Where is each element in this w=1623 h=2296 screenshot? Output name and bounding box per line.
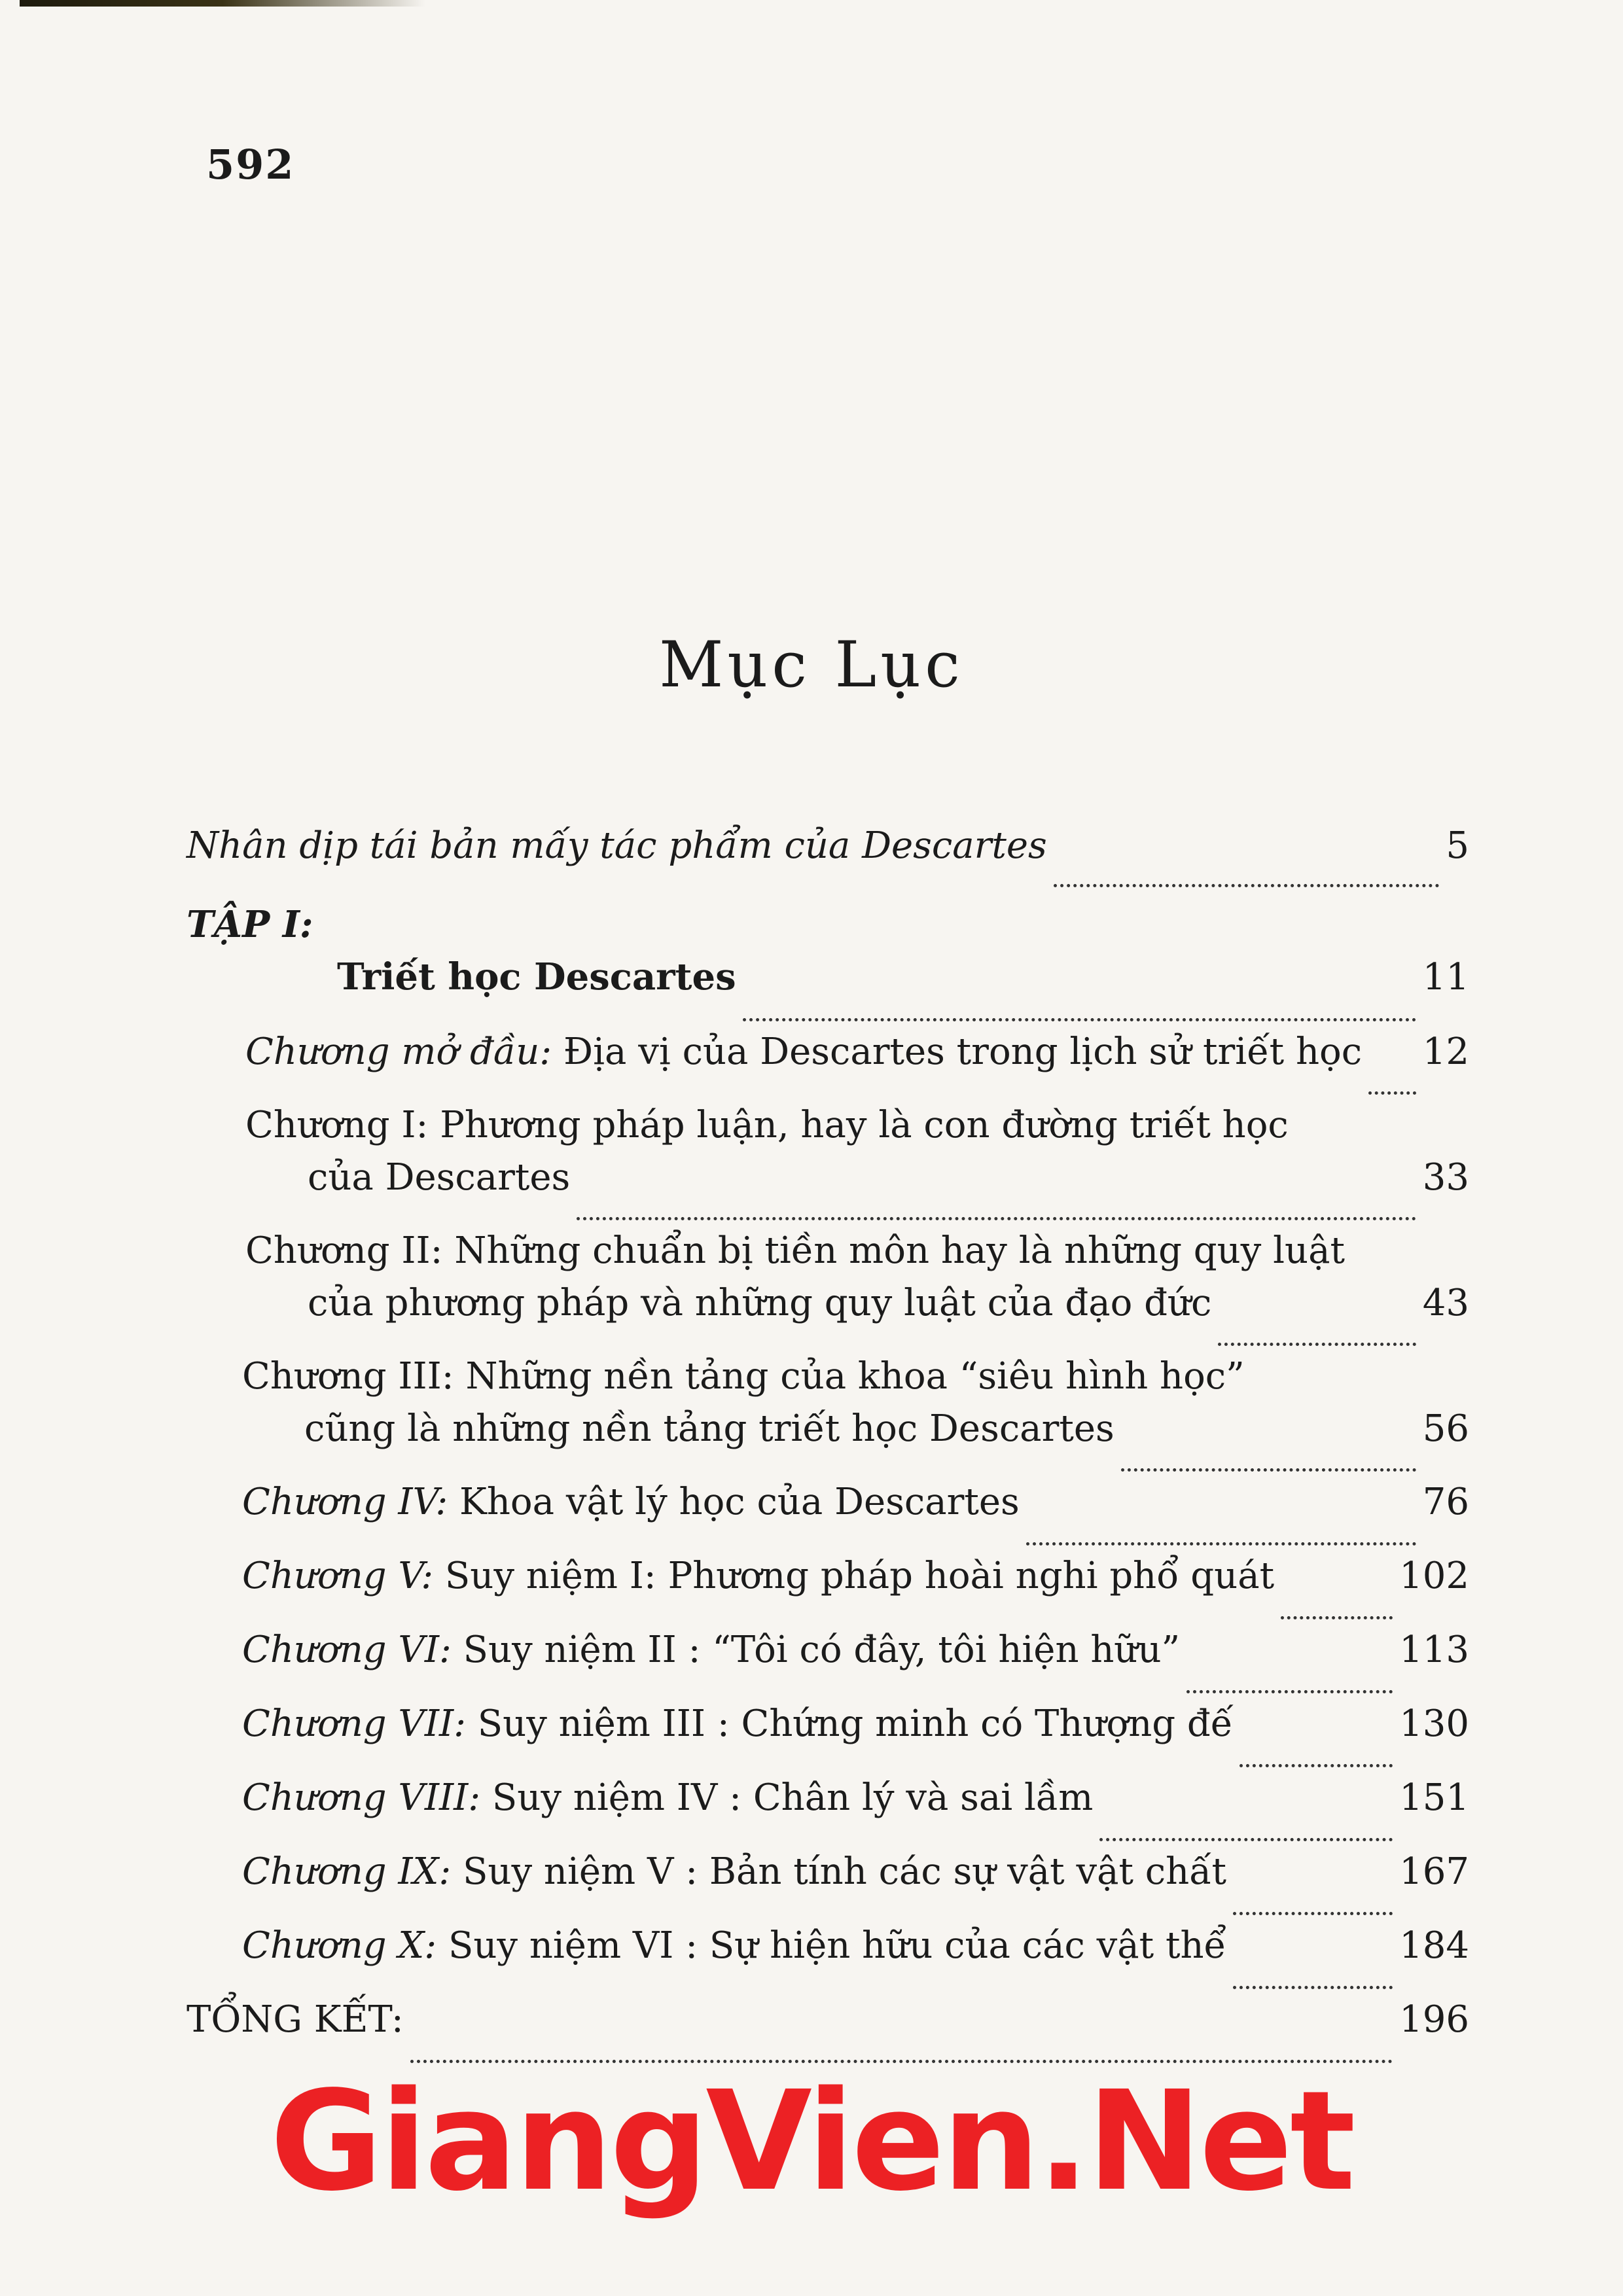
toc-entry-chapter-4[interactable] [187, 1481, 1469, 1555]
toc-entry-chapter-2[interactable] [187, 1229, 1469, 1355]
chapter-title: Khoa vật lý học của Descartes [448, 1481, 1020, 1523]
toc-page-number: 5 [1446, 824, 1469, 867]
dot-leader [1368, 1091, 1416, 1095]
toc-page-number: 56 [1422, 1407, 1469, 1450]
chapter-title: Những chuẩn bị tiền môn hay là những quy luật [442, 1229, 1345, 1272]
chapter-prefix: Chương IV: [242, 1481, 448, 1523]
chapter-prefix: Chương II: [245, 1229, 443, 1272]
toc-page-number: 196 [1399, 1998, 1469, 2041]
toc-page-number: 184 [1399, 1924, 1469, 1967]
toc-entry-label: Triết học Descartes [337, 955, 736, 998]
chapter-title-continued: cũng là những nền tảng triết học Descartes [304, 1407, 1115, 1450]
toc-entry-intro[interactable] [187, 824, 1469, 896]
dot-leader [1281, 1616, 1393, 1619]
chapter-title: Suy niệm VI : Sự hiện hữu của các vật thể [437, 1924, 1226, 1967]
toc-entry-label: TỔNG KẾT: [187, 1998, 404, 2041]
chapter-title: Địa vị của Descartes trong lịch sử triết học [552, 1031, 1363, 1073]
toc-page-number: 113 [1399, 1629, 1469, 1671]
toc-entry-chapter-7[interactable] [187, 1703, 1469, 1776]
toc-entry-chapter-1[interactable] [187, 1104, 1469, 1229]
toc-page-number: 33 [1422, 1156, 1469, 1199]
dot-leader [1121, 1468, 1416, 1472]
dot-leader [1218, 1343, 1416, 1346]
dot-leader [1233, 1912, 1393, 1915]
toc-page-number: 151 [1399, 1776, 1469, 1819]
dot-leader [1186, 1690, 1393, 1693]
toc-entry-chapter-9[interactable] [187, 1850, 1469, 1924]
dot-leader [1054, 884, 1440, 887]
chapter-prefix: Chương IX: [242, 1850, 452, 1893]
toc-entry-chapter-5[interactable] [187, 1555, 1469, 1629]
toc-page-number: 76 [1422, 1481, 1469, 1523]
toc-page-number: 130 [1399, 1703, 1469, 1745]
chapter-title: Suy niệm III : Chứng minh có Thượng đế [465, 1703, 1234, 1745]
chapter-title: Suy niệm II : “Tôi có đây, tôi hiện hữu” [451, 1629, 1181, 1671]
chapter-prefix: Chương III: [242, 1355, 454, 1398]
part-label: TẬP I: [187, 903, 313, 946]
chapter-title: Suy niệm I: Phương pháp hoài nghi phổ quát [433, 1555, 1275, 1597]
chapter-prefix: Chương V: [242, 1555, 434, 1597]
toc-entry-part-heading[interactable] [187, 955, 1469, 1031]
dot-leader [577, 1217, 1416, 1220]
dot-leader [1099, 1838, 1393, 1841]
chapter-title-continued: của Descartes [308, 1156, 571, 1199]
chapter-prefix: Chương X: [242, 1924, 437, 1967]
page-title: Mục Lục [659, 628, 964, 701]
chapter-title: Những nền tảng của khoa “siêu hình học” [454, 1355, 1245, 1398]
chapter-title-continued: của phương pháp và những quy luật của đạo đức [308, 1282, 1212, 1324]
watermark-logo: GiangVien.Net [270, 2061, 1353, 2221]
chapter-prefix: Chương I: [245, 1104, 429, 1146]
toc-page-number: 43 [1422, 1282, 1469, 1324]
toc-entry-chapter-6[interactable] [187, 1629, 1469, 1703]
toc-page-number: 11 [1422, 956, 1469, 998]
toc-page-number: 12 [1422, 1031, 1469, 1073]
toc-entry-chapter-intro[interactable] [187, 1031, 1469, 1104]
table-of-contents [187, 824, 1469, 2072]
chapter-title: Phương pháp luận, hay là con đường triết học [428, 1104, 1289, 1146]
chapter-prefix: Chương VII: [242, 1703, 466, 1745]
page-number: 592 [206, 141, 295, 188]
chapter-title: Suy niệm V : Bản tính các sự vật vật chất [451, 1850, 1227, 1893]
dot-leader [1026, 1542, 1416, 1545]
dot-leader [1233, 1986, 1393, 1989]
toc-entry-chapter-10[interactable] [187, 1924, 1469, 1998]
chapter-prefix: Chương mở đầu: [245, 1031, 552, 1073]
chapter-title: Suy niệm IV : Chân lý và sai lầm [480, 1776, 1094, 1819]
toc-entry-chapter-3[interactable] [187, 1355, 1469, 1481]
dot-leader [1240, 1764, 1393, 1767]
dot-leader [743, 1018, 1416, 1021]
toc-entry-chapter-8[interactable] [187, 1776, 1469, 1850]
toc-entry-label: Nhân dịp tái bản mấy tác phẩm của Descartes [187, 824, 1047, 867]
toc-page-number: 102 [1399, 1555, 1469, 1597]
toc-page-number: 167 [1399, 1850, 1469, 1893]
chapter-prefix: Chương VIII: [242, 1776, 481, 1819]
chapter-prefix: Chương VI: [242, 1629, 452, 1671]
book-edge-shadow [20, 0, 425, 7]
